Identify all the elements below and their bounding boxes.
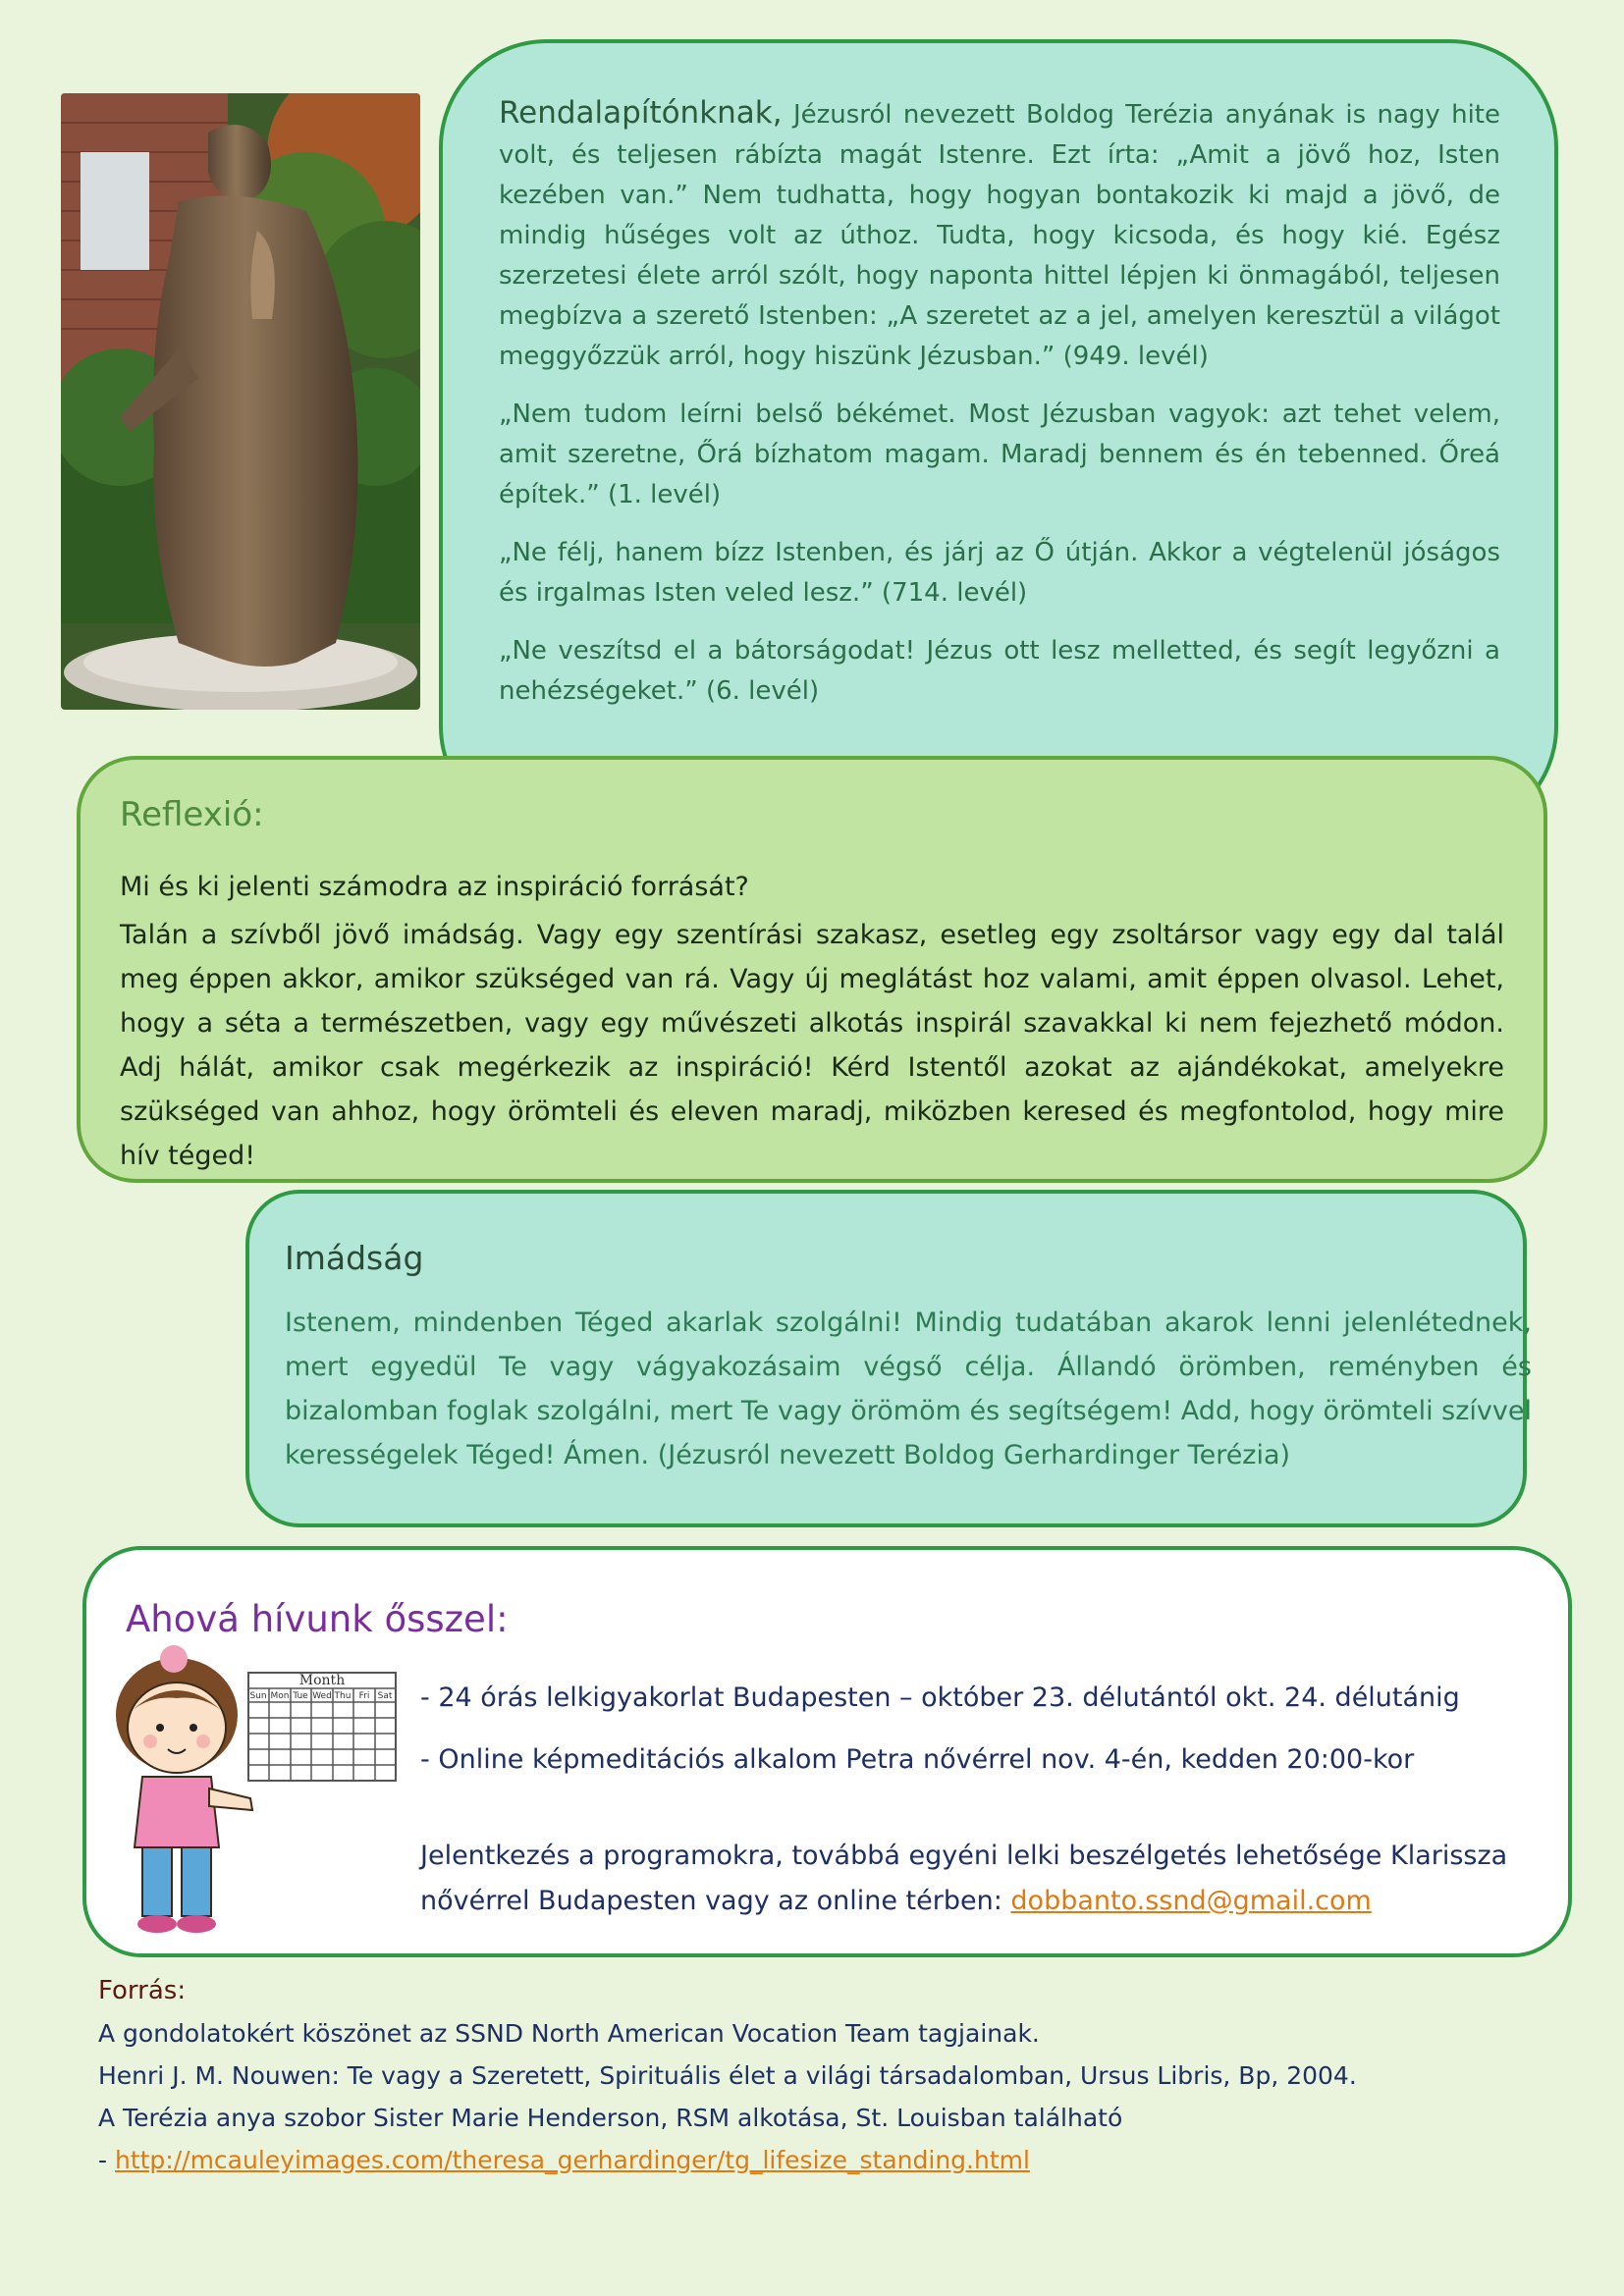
calendar-day-4: Thu bbox=[334, 1691, 352, 1701]
invite-item-online: - Online képmeditációs alkalom Petra nővérrel nov. 4-én, kedden 20:00-kor bbox=[420, 1744, 1415, 1775]
invite-title: Ahová hívunk ősszel: bbox=[126, 1598, 509, 1640]
reflection-question: Mi és ki jelenti számodra az inspiráció forrását? bbox=[120, 872, 749, 902]
quote-p2: „Nem tudom leírni belső békémet. Most Jézusban vagyok: azt tehet velem, amit szeretne, Őrá bízhatom magam. Maradj bennem és én tebenned. Őreá építek.” (1. levél) bbox=[499, 400, 1500, 509]
email-link[interactable]: dobbanto.ssnd@gmail.com bbox=[1010, 1886, 1372, 1916]
calendar-day-0: Sun bbox=[249, 1691, 267, 1701]
calendar-day-5: Fri bbox=[358, 1691, 370, 1701]
source-line-4 bbox=[98, 2146, 1030, 2174]
source-title: Forrás: bbox=[98, 1976, 187, 2005]
calendar-day-3: Wed bbox=[312, 1691, 332, 1701]
invite-item-retreat: - 24 órás lelkigyakorlat Budapesten – október 23. délutántól okt. 24. délutánig bbox=[420, 1682, 1460, 1713]
calendar-day-6: Sat bbox=[377, 1691, 393, 1701]
calendar-month-label: Month bbox=[298, 1673, 346, 1688]
quote-lead: Rendalapítónknak, bbox=[499, 95, 783, 131]
source-link-prefix: - bbox=[98, 2146, 108, 2174]
statue-photo bbox=[61, 93, 420, 710]
reflection-body: Talán a szívből jövő imádság. Vagy egy szentírási szakasz, esetleg egy zsoltársor vagy egy dal talál meg éppen akkor, amikor szükséged van rá. Vagy új meglátást hoz valami, amit éppen olvasol. Lehet, hogy a séta a természetben, vagy egy művészeti alkotás inspirál szavakkal ki nem fejezhető módon. Adj hálát, amikor csak megérkezik az inspiráció! Kérd Istentől azokat az ajándékokat, amelyekre szükséged van ahhoz, hogy örömteli és eleven maradj, miközben keresed és megfontolod, hogy mire hív téged! bbox=[120, 920, 1504, 1171]
source-line-3: A Terézia anya szobor Sister Marie Henderson, RSM alkotása, St. Louisban található bbox=[98, 2104, 1123, 2132]
reflection-title: Reflexió: bbox=[120, 795, 264, 834]
quote-text bbox=[499, 93, 1500, 729]
source-link[interactable]: http://mcauleyimages.com/theresa_gerhardinger/tg_lifesize_standing.html bbox=[114, 2146, 1030, 2174]
calendar-day-1: Mon bbox=[270, 1691, 290, 1701]
source-line-2: Henri J. M. Nouwen: Te vagy a Szeretett, Spirituális élet a világi társadalomban, Ursus Libris, Bp, 2004. bbox=[98, 2061, 1357, 2090]
prayer-title: Imádság bbox=[285, 1239, 424, 1277]
invite-registration bbox=[420, 1834, 1540, 1924]
calendar-day-2: Tue bbox=[293, 1691, 308, 1701]
quote-p3: „Ne félj, hanem bízz Istenben, és járj az Ő útján. Akkor a végtelenül jóságos és irgalmas Isten veled lesz.” (714. levél) bbox=[499, 538, 1500, 608]
prayer-body: Istenem, mindenben Téged akarlak szolgálni! Mindig tudatában akarok lenni jelenlétednek, mert egyedül Te vagy vágyakozásaim végső célja. Állandó örömben, reményben és bizalomban foglak szolgálni, mert Te vagy örömöm és segítségem! Add, hogy örömteli szívvel kerességelek Téged! Ámen. (Jézusról nevezett Boldog Gerhardinger Terézia) bbox=[285, 1308, 1532, 1470]
invite-registration-text: Jelentkezés a programokra, továbbá egyéni lelki beszélgetés lehetősége Klarissza nővérrel Budapesten vagy az online térben: bbox=[420, 1841, 1508, 1916]
quote-p4: „Ne veszítsd el a bátorságodat! Jézus ott lesz melletted, és segít legyőzni a nehézségeket.” (6. levél) bbox=[499, 636, 1500, 706]
quote-paragraph-1 bbox=[499, 93, 1500, 377]
girl-calendar-illustration bbox=[103, 1641, 407, 1936]
source-line-1: A gondolatokért köszönet az SSND North American Vocation Team tagjainak. bbox=[98, 2019, 1040, 2048]
quote-p1: Jézusról nevezett Boldog Terézia anyának is nagy hite volt, és teljesen rábízta magát Istenre. Ezt írta: „Amit a jövő hoz, Isten kezében van.” Nem tudhatta, hogy hogyan bontakozik ki majd a jövő, de mindig hűséges volt az úthoz. Tudta, hogy kicsoda, és hogy kié. Egész szerzetesi élete arról szólt, hogy naponta hittel lépjen ki önmagából, teljesen megbízva a szerető Istenben: „A szeretet az a jel, amelyen keresztül a világot meggyőzzük arról, hogy hiszünk Jézusban.” (949. levél) bbox=[499, 100, 1501, 371]
